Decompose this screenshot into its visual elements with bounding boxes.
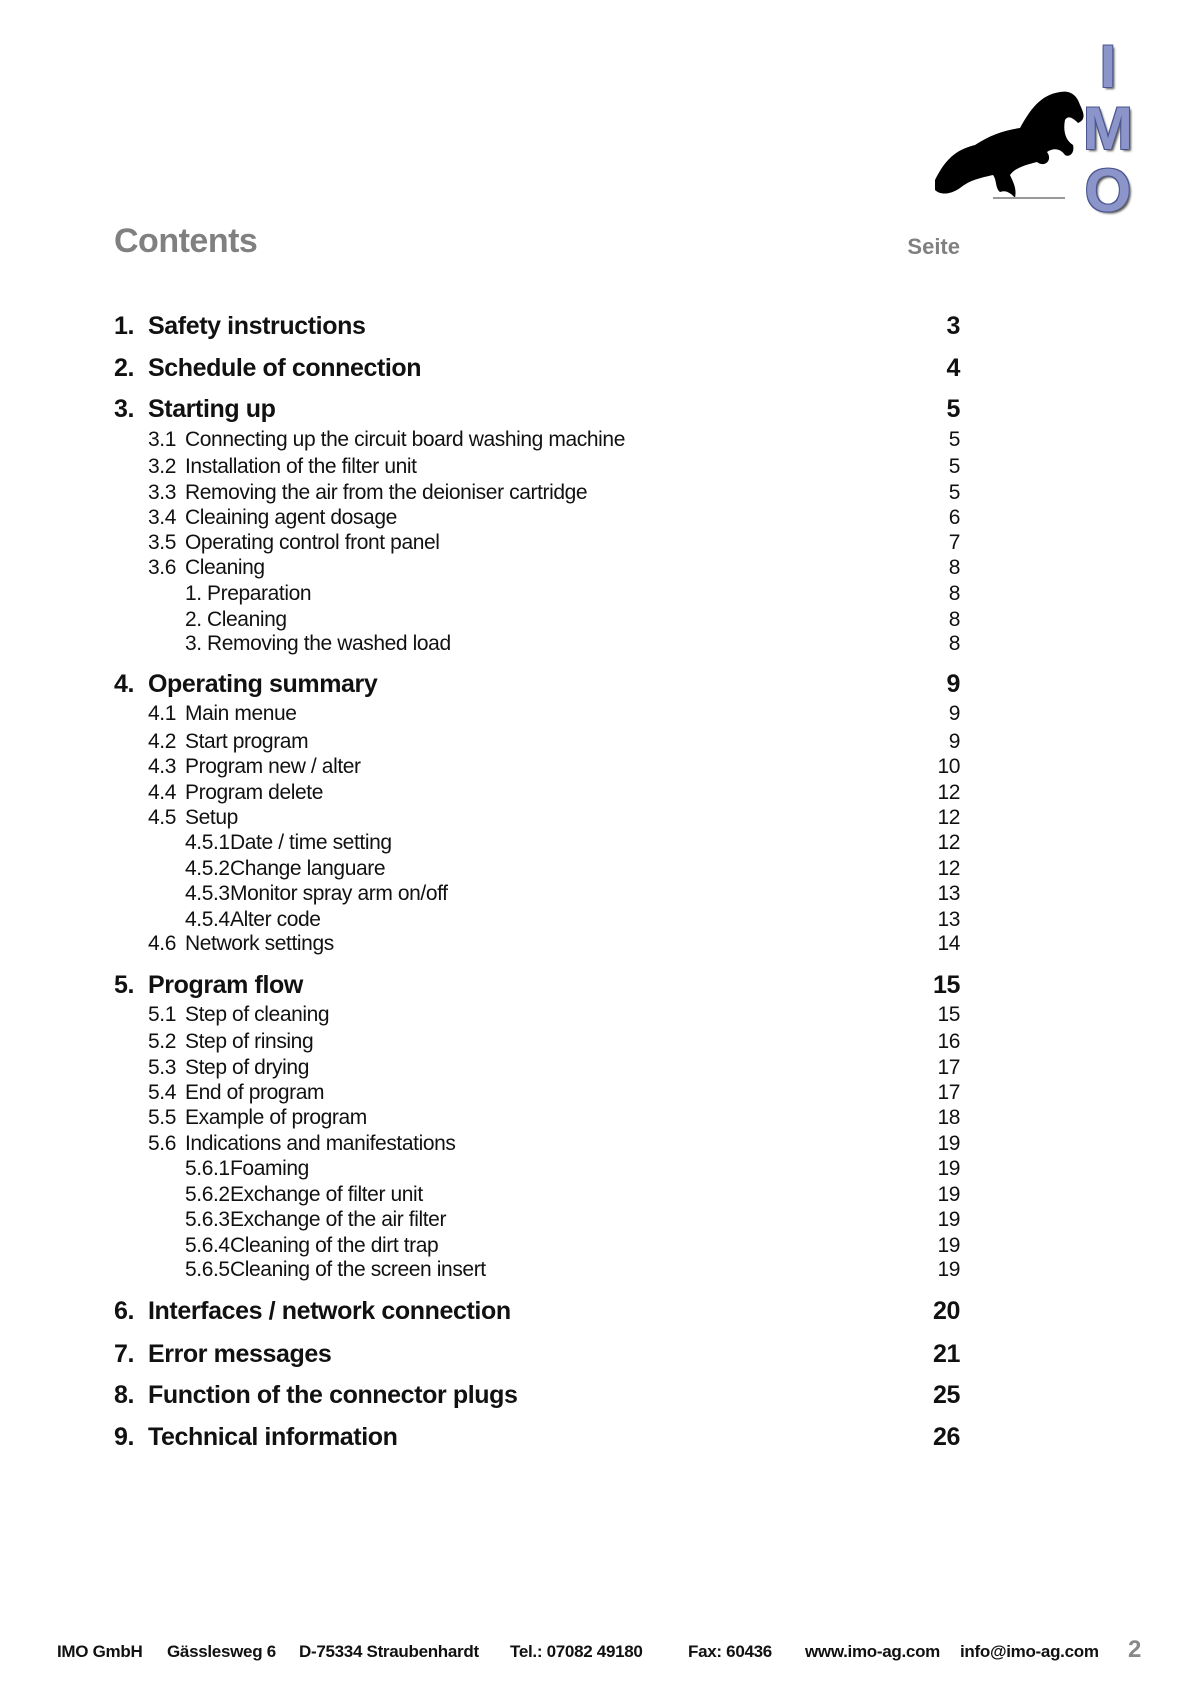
imo-logo-text: IMO <box>1083 33 1133 224</box>
footer-city: D-75334 Straubenhardt <box>299 1642 479 1661</box>
toc-entry-title: Exchange of filter unit <box>230 1183 423 1206</box>
toc-entry-page: 12 <box>937 831 960 854</box>
toc-entry-number: 5.6.3 <box>185 1208 230 1231</box>
toc-entry-title: Date / time setting <box>230 831 392 854</box>
toc-entry-title: Operating control front panel <box>185 531 440 554</box>
toc-entry-page: 8 <box>948 608 960 631</box>
footer-email[interactable]: info@imo-ag.com <box>960 1642 1099 1661</box>
toc-entry-title: Function of the connector plugs <box>148 1381 518 1409</box>
toc-entry-page: 10 <box>937 755 960 778</box>
toc-entry-page: 20 <box>932 1297 960 1325</box>
toc-entry-number: 4.2 <box>148 730 176 753</box>
toc-entry-page: 13 <box>937 908 960 931</box>
toc-entry-title: Removing the washed load <box>207 632 451 655</box>
toc-entry-number: 5.5 <box>148 1106 176 1129</box>
toc-entry-number: 4.5 <box>148 806 176 829</box>
toc-entry-page: 9 <box>946 670 960 698</box>
toc-entry-title: Network settings <box>185 932 334 955</box>
toc-entry-number: 3.5 <box>148 531 176 554</box>
toc-entry[interactable] <box>0 428 960 458</box>
toc-entry-number: 4.5.3 <box>185 882 230 905</box>
toc-entry[interactable] <box>0 1297 960 1327</box>
toc-entry[interactable] <box>0 354 960 384</box>
toc-entry-title: Cleaning of the dirt trap <box>230 1234 439 1257</box>
toc-entry-number: 3.3 <box>148 481 176 504</box>
toc-entry[interactable] <box>0 1381 960 1411</box>
toc-entry[interactable] <box>0 670 960 700</box>
toc-entry-number: 2. <box>114 354 135 382</box>
toc-entry-number: 4.5.4 <box>185 908 230 931</box>
toc-entry-number: 4.5.2 <box>185 857 230 880</box>
toc-entry-title: Step of drying <box>185 1056 309 1079</box>
toc-entry-title: Indications and manifestations <box>185 1132 456 1155</box>
toc-entry-number: 7. <box>114 1340 135 1368</box>
toc-entry-page: 5 <box>948 428 960 451</box>
toc-entry-title: Main menue <box>185 702 297 725</box>
toc-entry-page: 16 <box>937 1030 960 1053</box>
toc-entry-number: 5.6.1 <box>185 1157 230 1180</box>
toc-entry-page: 25 <box>932 1381 960 1409</box>
toc-entry-page: 19 <box>937 1132 960 1155</box>
toc-entry[interactable] <box>0 932 960 962</box>
toc-entry-title: Cleaning of the screen insert <box>230 1258 486 1281</box>
toc-entry-page: 8 <box>948 632 960 655</box>
toc-entry-page: 19 <box>937 1157 960 1180</box>
toc-entry[interactable] <box>0 1003 960 1033</box>
toc-entry[interactable] <box>0 1423 960 1453</box>
toc-entry-title: Removing the air from the deioniser cartridge <box>185 481 588 504</box>
toc-entry-title: Installation of the filter unit <box>185 455 417 478</box>
toc-entry-number: 4.1 <box>148 702 176 725</box>
toc-entry-title: Program new / alter <box>185 755 361 778</box>
toc-entry-page: 21 <box>932 1340 960 1368</box>
toc-entry-page: 26 <box>932 1423 960 1451</box>
toc-entry-title: Cleaining agent dosage <box>185 506 397 529</box>
toc-entry-title: Cleaning <box>207 608 287 631</box>
toc-entry-title: Exchange of the air filter <box>230 1208 447 1231</box>
toc-entry-number: 3.2 <box>148 455 176 478</box>
toc-entry-title: Setup <box>185 806 238 829</box>
toc-entry-title: Connecting up the circuit board washing machine <box>185 428 625 451</box>
toc-entry-number: 6. <box>114 1297 135 1325</box>
toc-entry-page: 3 <box>946 312 960 340</box>
footer-street: Gässlesweg 6 <box>167 1642 276 1661</box>
toc-entry-number: 2. <box>185 608 202 631</box>
toc-entry-page: 9 <box>948 702 960 725</box>
toc-entry-number: 3. <box>114 395 135 423</box>
toc-entry-page: 14 <box>937 932 960 955</box>
toc-entry-number: 3.1 <box>148 428 176 451</box>
toc-entry[interactable] <box>0 395 960 425</box>
toc-entry-number: 4.4 <box>148 781 176 804</box>
toc-entry-number: 5.1 <box>148 1003 176 1026</box>
toc-entry-page: 15 <box>932 971 960 999</box>
toc-entry-number: 5. <box>114 971 135 999</box>
toc-entry[interactable] <box>0 312 960 342</box>
toc-entry-title: Monitor spray arm on/off <box>230 882 448 905</box>
toc-entry-title: Example of program <box>185 1106 367 1129</box>
toc-entry-number: 5.6.5 <box>185 1258 230 1281</box>
footer-fax: Fax: 60436 <box>688 1642 772 1661</box>
toc-entry-page: 7 <box>948 531 960 554</box>
toc-entry-page: 19 <box>937 1183 960 1206</box>
toc-entry-number: 4. <box>114 670 135 698</box>
toc-entry-title: Technical information <box>148 1423 398 1451</box>
toc-entry-page: 17 <box>937 1056 960 1079</box>
toc-entry-number: 5.6.2 <box>185 1183 230 1206</box>
toc-entry-page: 17 <box>937 1081 960 1104</box>
toc-entry-title: Alter code <box>230 908 321 931</box>
toc-entry-page: 4 <box>946 354 960 382</box>
toc-entry[interactable] <box>0 632 960 662</box>
toc-entry[interactable] <box>0 971 960 1001</box>
toc-entry[interactable] <box>0 1258 960 1288</box>
toc-entry-title: Safety instructions <box>148 312 366 340</box>
toc-entry-page: 5 <box>948 481 960 504</box>
toc-entry-number: 8. <box>114 1381 135 1409</box>
toc-entry-number: 9. <box>114 1423 135 1451</box>
page-title: Contents <box>114 222 258 260</box>
toc-entry-title: Error messages <box>148 1340 332 1368</box>
toc-entry-title: Starting up <box>148 395 276 423</box>
toc-entry-page: 19 <box>937 1234 960 1257</box>
toc-entry-page: 5 <box>948 455 960 478</box>
toc-entry-page: 19 <box>937 1208 960 1231</box>
toc-entry-page: 15 <box>937 1003 960 1026</box>
footer-tel: Tel.: 07082 49180 <box>510 1642 643 1661</box>
toc-entry-page: 9 <box>948 730 960 753</box>
toc-entry-number: 4.3 <box>148 755 176 778</box>
toc-entry[interactable] <box>0 702 960 732</box>
toc-entry-title: Step of cleaning <box>185 1003 330 1026</box>
toc-entry-page: 8 <box>948 556 960 579</box>
toc-entry-number: 3. <box>185 632 202 655</box>
toc-entry-number: 3.6 <box>148 556 176 579</box>
toc-entry-title: Preparation <box>207 582 312 605</box>
toc-entry-page: 12 <box>937 806 960 829</box>
toc-entry-page: 5 <box>946 395 960 423</box>
toc-entry-page: 6 <box>948 506 960 529</box>
toc-entry-title: Interfaces / network connection <box>148 1297 511 1325</box>
toc-entry-title: Cleaning <box>185 556 265 579</box>
toc-entry-title: Step of rinsing <box>185 1030 314 1053</box>
toc-entry-page: 19 <box>937 1258 960 1281</box>
toc-entry-title: Start program <box>185 730 309 753</box>
toc-entry-title: Program flow <box>148 971 303 999</box>
toc-entry-page: 12 <box>937 781 960 804</box>
toc-entry-number: 5.2 <box>148 1030 176 1053</box>
toc-entry-page: 12 <box>937 857 960 880</box>
toc-entry-number: 3.4 <box>148 506 176 529</box>
footer-company: IMO GmbH <box>57 1642 143 1661</box>
toc-entry-number: 5.4 <box>148 1081 176 1104</box>
toc-entry-title: Schedule of connection <box>148 354 422 382</box>
page-column-label: Seite <box>907 234 960 259</box>
toc-entry-title: Operating summary <box>148 670 378 698</box>
toc-entry-title: End of program <box>185 1081 325 1104</box>
toc-entry-number: 4.6 <box>148 932 176 955</box>
toc-entry-number: 4.5.1 <box>185 831 230 854</box>
toc-entry-number: 1. <box>114 312 135 340</box>
toc-entry-title: Change languare <box>230 857 386 880</box>
toc-entry-page: 13 <box>937 882 960 905</box>
toc-entry-number: 5.3 <box>148 1056 176 1079</box>
toc-entry-number: 5.6 <box>148 1132 176 1155</box>
page-number: 2 <box>1128 1636 1142 1663</box>
toc-entry-title: Foaming <box>230 1157 309 1180</box>
toc-entry-title: Program delete <box>185 781 323 804</box>
toc-entry-number: 5.6.4 <box>185 1234 230 1257</box>
toc-entry-page: 18 <box>937 1106 960 1129</box>
footer-web[interactable]: www.imo-ag.com <box>805 1642 940 1661</box>
toc-entry-page: 8 <box>948 582 960 605</box>
page-footer <box>0 1636 1191 1666</box>
toc-entry[interactable] <box>0 1340 960 1370</box>
toc-entry-number: 1. <box>185 582 202 605</box>
